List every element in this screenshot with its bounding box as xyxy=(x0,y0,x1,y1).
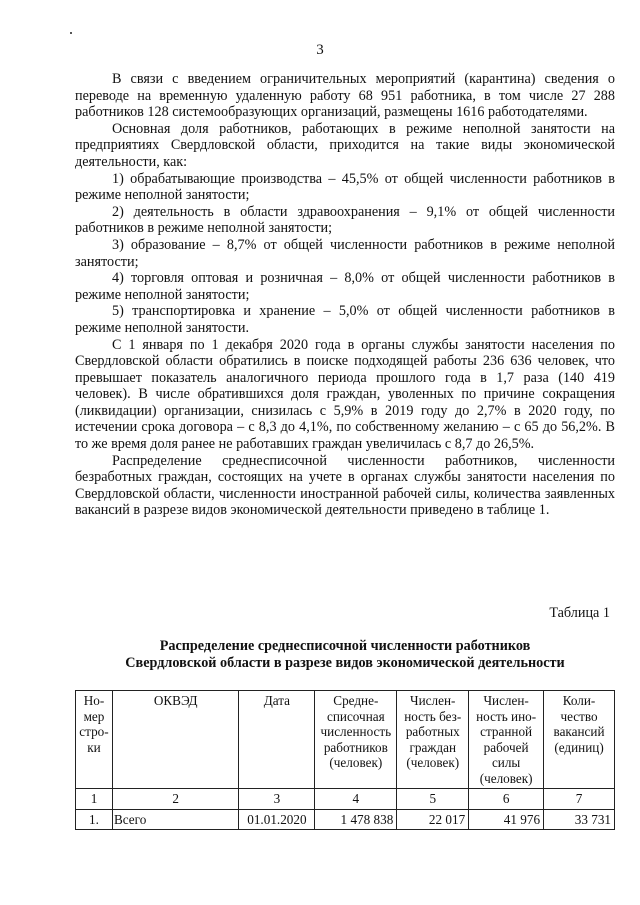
table-index-row xyxy=(76,789,615,810)
table-cell: 41 976 xyxy=(469,809,544,830)
table-cell: 6 xyxy=(469,789,544,810)
list-item: 3) образование – 8,7% от общей численности работников в режиме неполной занятости; xyxy=(75,236,615,270)
table-row xyxy=(76,809,615,830)
list-item: 2) деятельность в области здравоохранения – 9,1% от общей численности работников в режиме неполной занятости; xyxy=(75,203,615,237)
data-table xyxy=(75,690,615,830)
column-header: Средне-списочная численность работников (человек) xyxy=(315,691,397,789)
table-cell: 4 xyxy=(315,789,397,810)
column-header: Коли-чество вакансий (единиц) xyxy=(544,691,615,789)
column-header: Дата xyxy=(239,691,315,789)
table-title-line: Свердловской области в разрезе видов экономической деятельности xyxy=(125,655,565,671)
table-cell: 3 xyxy=(239,789,315,810)
table-title xyxy=(75,638,615,672)
column-header: Числен-ность без-работных граждан (человек) xyxy=(397,691,469,789)
list-item: 1) обрабатывающие производства – 45,5% от общей численности работников в режиме неполной занятости; xyxy=(75,170,615,204)
paragraph: Распределение среднесписочной численности работников, численности безработных граждан, состоящих на учете в органах службы занятости населения по Свердловской области, численности иностранной рабочей силы, количества заявленных вакансий в разрезе видов экономической деятельности приведено в таблице 1. xyxy=(75,452,615,519)
page-number: 3 xyxy=(316,42,324,58)
table-cell: 01.01.2020 xyxy=(239,809,315,830)
table-title-line: Распределение среднесписочной численности работников xyxy=(159,638,531,654)
table-cell: 2 xyxy=(112,789,238,810)
scan-speck xyxy=(70,32,72,34)
table-header-row xyxy=(76,691,615,789)
table-cell: 5 xyxy=(397,789,469,810)
column-header: Числен-ность ино-странной рабочей силы (человек) xyxy=(469,691,544,789)
table-cell: 33 731 xyxy=(544,809,615,830)
column-header: Но-мер стро-ки xyxy=(76,691,113,789)
table-cell: 7 xyxy=(544,789,615,810)
list-item: 5) транспортировка и хранение – 5,0% от общей численности работников в режиме неполной занятости. xyxy=(75,303,615,336)
paragraph: С 1 января по 1 декабря 2020 года в органы службы занятости населения по Свердловской области обратились в поиске подходящей работы 236 636 человек, что превышает показатель аналогичного периода прошлого года в 1,7 раза (140 419 человек). В числе обратившихся доля граждан, уволенных по причине сокращения (ликвидации) организации, снизилась с 5,9% в 2019 году до 2,7% в 2020 году, по истечении срока договора – с 8,3 до 4,1%, по собственному желанию – с 65 до 56,2%. В то же время доля ранее не работавших граждан увеличилась с 8,7 до 26,5%. xyxy=(75,336,615,453)
table-cell: Всего xyxy=(112,809,238,830)
table-cell: 1 478 838 xyxy=(315,809,397,830)
table-cell: 22 017 xyxy=(397,809,469,830)
table-caption: Таблица 1 xyxy=(549,605,610,621)
paragraph: В связи с введением ограничительных мероприятий (карантина) сведения о переводе на временную удаленную работу 68 951 работника, в том числе 27 288 работников 128 системообразующих организаций, размещены 1616 работодателями. xyxy=(75,71,615,121)
document-body xyxy=(75,71,615,519)
column-header: ОКВЭД xyxy=(112,691,238,789)
paragraph: Основная доля работников, работающих в режиме неполной занятости на предприятиях Свердловской области, приходится на такие виды экономической деятельности, как: xyxy=(75,120,615,170)
table-cell: 1. xyxy=(76,809,113,830)
table-cell: 1 xyxy=(76,789,113,810)
list-item: 4) торговля оптовая и розничная – 8,0% от общей численности работников в режиме неполной занятости; xyxy=(75,270,615,303)
